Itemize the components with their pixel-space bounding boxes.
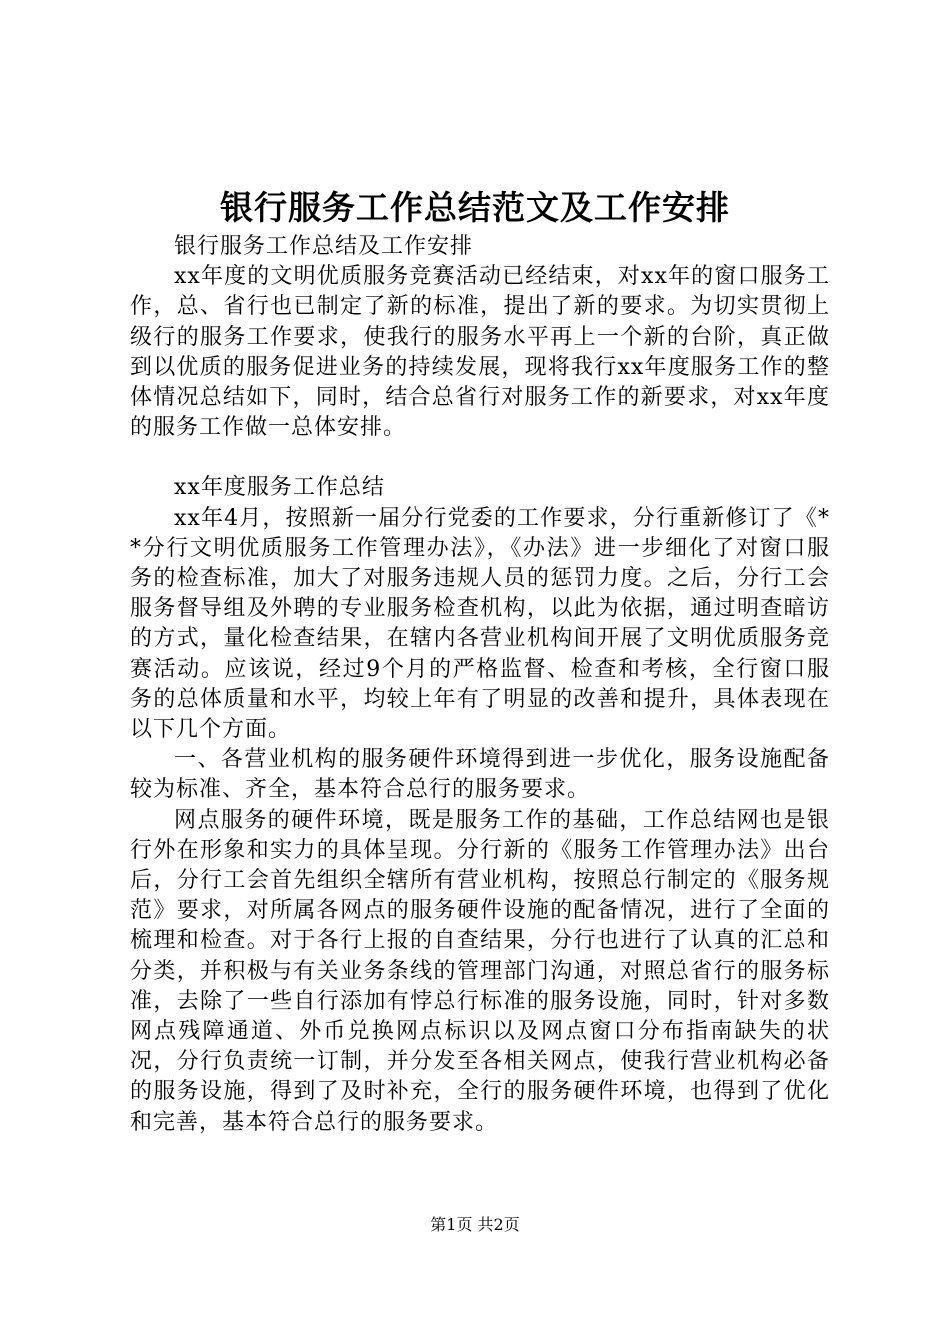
section-heading: xx年度服务工作总结 — [174, 475, 385, 501]
point-one-paragraph: 一、各营业机构的服务硬件环境得到进一步优化，服务设施配备较为标准、齐全，基本符合总行的服务要求。 — [130, 747, 830, 803]
hardware-paragraph: 网点服务的硬件环境，既是服务工作的基础，工作总结网也是银行外在形象和实力的具体呈现。分行新的《服务工作管理办法》出台后，分行工会首先组织全辖所有营业机构，按照总行制定的《服务规范》要求，对所属各网点的服务硬件设施的配备情况，进行了全面的梳理和检查。对于各行上报的自查结果，分行也进行了认真的汇总和分类，并积极与有关业务条线的管理部门沟通，对照总省行的服务标准，去除了一些自行添加有悖总行标准的服务设施，同时，针对多数网点残障通道、外币兑换网点标识以及网点窗口分布指南缺失的状况，分行负责统一订制，并分发至各相关网点，使我行营业机构必备的服务设施，得到了及时补充，全行的服务硬件环境，也得到了优化和完善，基本符合总行的服务要求。 — [130, 807, 830, 1135]
document-title: 银行服务工作总结范文及工作安排 — [220, 188, 730, 227]
intro-paragraph: xx年度的文明优质服务竞赛活动已经结束，对xx年的窗口服务工作，总、省行也已制定了新的标准，提出了新的要求。为切实贯彻上级行的服务工作要求，使我行的服务水平再上一个新的台阶，真正做到以优质的服务促进业务的持续发展，现将我行xx年度服务工作的整体情况总结如下，同时，结合总省行对服务工作的新要求，对xx年度的服务工作做一总体安排。 — [130, 264, 830, 441]
summary-paragraph: xx年4月，按照新一届分行党委的工作要求，分行重新修订了《**分行文明优质服务工作管理办法》，《办法》进一步细化了对窗口服务的检查标准，加大了对服务违规人员的惩罚力度。之后，分行工会服务督导组及外聘的专业服务检查机构，以此为依据，通过明查暗访的方式，量化检查结果，在辖内各营业机构间开展了文明优质服务竞赛活动。应该说，经过9个月的严格监督、检查和考核，全行窗口服务的总体质量和水平，均较上年有了明显的改善和提升，具体表现在以下几个方面。 — [130, 505, 830, 743]
subtitle-paragraph: 银行服务工作总结及工作安排 — [174, 234, 474, 259]
page-footer: 第1页 共2页 — [430, 1215, 520, 1234]
paragraph-spacer — [130, 443, 830, 473]
document-body — [130, 232, 830, 1138]
